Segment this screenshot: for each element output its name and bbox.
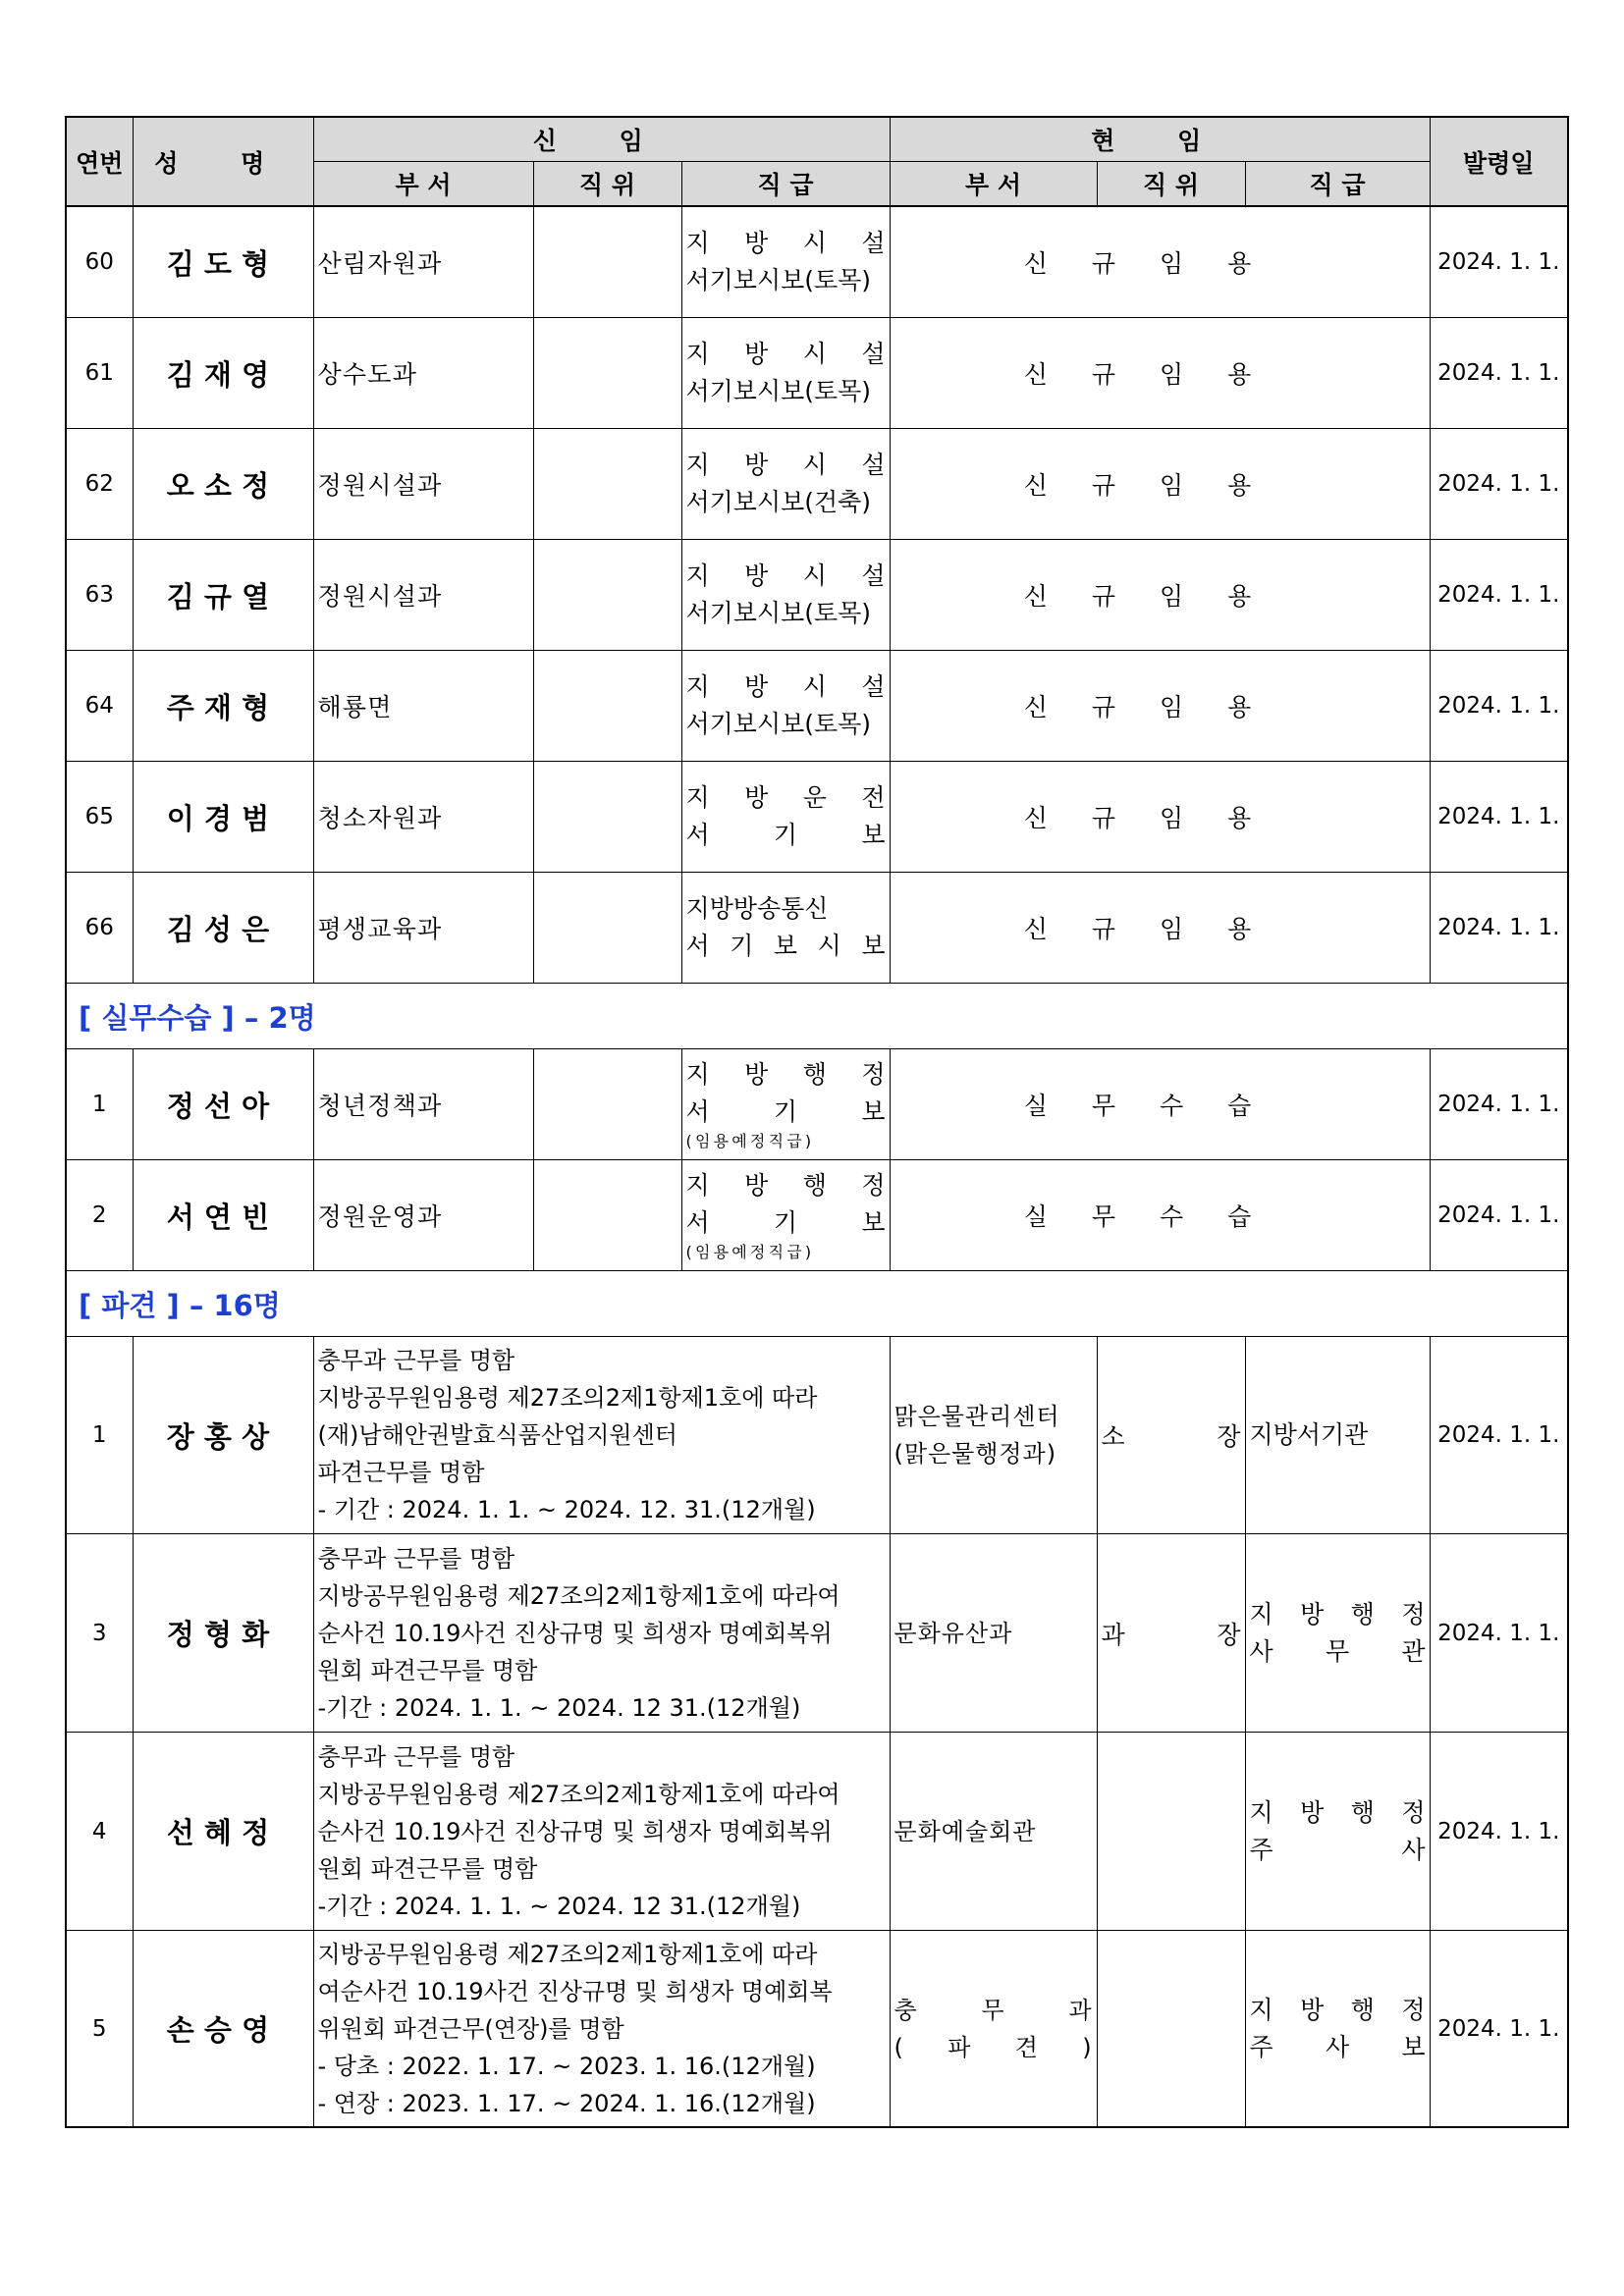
row-number: 5 [66, 1931, 133, 2128]
row-number: 4 [66, 1733, 133, 1931]
person-name: 주재형 [133, 651, 313, 762]
text-line: 서기보시보(건축) [685, 488, 872, 516]
person-name: 서연빈 [133, 1160, 313, 1271]
header-current-group: 현 임 [890, 117, 1430, 162]
text-line: 지방방송통신 [685, 894, 829, 923]
new-grade [681, 651, 890, 762]
new-position [533, 540, 681, 651]
text-line: 파견근무를 명함 [317, 1459, 485, 1486]
personnel-document [65, 116, 1567, 2128]
text-line: 지 방 시 설 [685, 561, 886, 590]
text-line: 지 방 행 정 [1249, 1995, 1426, 2024]
text-line: 지 방 시 설 [685, 451, 886, 479]
text-line: 지 방 시 설 [685, 340, 886, 368]
new-grade [681, 1049, 890, 1160]
new-dept: 산림자원과 [313, 206, 533, 318]
text-line: 지 방 행 정 [685, 1171, 886, 1200]
text-line: 서 기 보 [685, 821, 886, 849]
current-position [1097, 1733, 1245, 1931]
section-header-row [66, 1271, 1568, 1337]
text-line: 지 방 행 정 [1249, 1599, 1426, 1629]
text-line: 지 방 행 정 [685, 1060, 886, 1089]
text-line: 여순사건 10.19사건 진상규명 및 희생자 명예회복 [317, 1977, 833, 2005]
table-row [66, 1534, 1568, 1733]
new-grade [681, 762, 890, 873]
current-grade [1245, 1337, 1430, 1534]
text-line: (임용예정직급) [685, 1132, 815, 1150]
new-grade [681, 318, 890, 429]
new-grade [681, 429, 890, 540]
header-name: 성 명 [133, 117, 313, 206]
text-line: -기간 : 2024. 1. 1. ~ 2024. 12 31.(12개월) [317, 1693, 801, 1722]
new-dept: 평생교육과 [313, 873, 533, 984]
row-number: 65 [66, 762, 133, 873]
appointment-date: 2024. 1. 1. [1430, 651, 1568, 762]
row-number: 64 [66, 651, 133, 762]
new-dept: 정원시설과 [313, 429, 533, 540]
current-position: 소 장 [1097, 1337, 1245, 1534]
new-position [533, 429, 681, 540]
text-line: 위원회 파견근무(연장)를 명함 [317, 2014, 624, 2043]
new-dept: 정원시설과 [313, 540, 533, 651]
current-status: 신규임용 [890, 540, 1430, 651]
header-date: 발령일 [1430, 117, 1568, 206]
current-status: 신규임용 [890, 651, 1430, 762]
text-line: 지 방 시 설 [685, 672, 886, 701]
text-line: 사 무 관 [1249, 1636, 1426, 1666]
dispatch-description [313, 1534, 890, 1733]
text-line: 서기보시보(토목) [685, 599, 872, 627]
current-grade [1245, 1931, 1430, 2128]
table-row [66, 1931, 1568, 2128]
new-dept: 상수도과 [313, 318, 533, 429]
new-dept: 청소자원과 [313, 762, 533, 873]
current-status: 신규임용 [890, 206, 1430, 318]
current-dept [890, 1337, 1097, 1534]
row-number: 62 [66, 429, 133, 540]
appointment-date: 2024. 1. 1. [1430, 1733, 1568, 1931]
text-line: 문화유산과 [893, 1619, 1013, 1647]
new-grade [681, 206, 890, 318]
text-line: 원회 파견근무를 명함 [317, 1854, 538, 1883]
text-line: (재)남해안권발효식품산업지원센터 [317, 1421, 677, 1449]
header-new-position: 직 위 [533, 162, 681, 207]
current-dept [890, 1931, 1097, 2128]
new-position [533, 873, 681, 984]
appointment-date: 2024. 1. 1. [1430, 873, 1568, 984]
current-position: 과 장 [1097, 1534, 1245, 1733]
person-name: 손승영 [133, 1931, 313, 2128]
current-dept [890, 1534, 1097, 1733]
row-number: 1 [66, 1049, 133, 1160]
text-line: 서 기 보 [685, 1097, 886, 1126]
text-line: (임용예정직급) [685, 1243, 815, 1261]
dispatch-description [313, 1337, 890, 1534]
text-line: - 기간 : 2024. 1. 1. ~ 2024. 12. 31.(12개월) [317, 1496, 816, 1523]
appointment-date: 2024. 1. 1. [1430, 1049, 1568, 1160]
section-title-practice: [ 실무수습 ] – 2명 [66, 984, 1568, 1049]
text-line: 서 기 보 [685, 1208, 886, 1237]
table-row [66, 206, 1568, 318]
new-position [533, 1160, 681, 1271]
new-position [533, 1049, 681, 1160]
table-row [66, 1337, 1568, 1534]
text-line: 지방서기관 [1249, 1420, 1369, 1449]
text-line: 주 사 보 [1249, 2032, 1426, 2061]
text-line: 충무과 근무를 명함 [317, 1742, 515, 1771]
current-grade [1245, 1534, 1430, 1733]
table-row [66, 429, 1568, 540]
new-position [533, 206, 681, 318]
new-grade [681, 873, 890, 984]
appointment-date: 2024. 1. 1. [1430, 1160, 1568, 1271]
header-current-dept: 부 서 [890, 162, 1097, 207]
table-row [66, 1049, 1568, 1160]
table-row [66, 318, 1568, 429]
text-line: 지방공무원임용령 제27조의2제1항제1호에 따라 [317, 1940, 818, 1968]
table-row [66, 651, 1568, 762]
person-name: 김재영 [133, 318, 313, 429]
person-name: 김성은 [133, 873, 313, 984]
text-line: 지 방 운 전 [685, 783, 886, 812]
text-line: 서 기 보 시 보 [685, 932, 886, 960]
appointment-date: 2024. 1. 1. [1430, 1931, 1568, 2128]
header-current-grade: 직 급 [1245, 162, 1430, 207]
person-name: 이경범 [133, 762, 313, 873]
row-number: 61 [66, 318, 133, 429]
text-line: 순사건 10.19사건 진상규명 및 희생자 명예회복위 [317, 1619, 833, 1647]
text-line: ( 파 견 ) [893, 2033, 1093, 2061]
current-position [1097, 1931, 1245, 2128]
new-dept: 청년정책과 [313, 1049, 533, 1160]
header-new-dept: 부 서 [313, 162, 533, 207]
current-status: 실무수습 [890, 1160, 1430, 1271]
new-dept: 해룡면 [313, 651, 533, 762]
text-line: 서기보시보(토목) [685, 710, 872, 738]
text-line: 맑은물관리센터 [893, 1403, 1060, 1430]
current-status: 신규임용 [890, 873, 1430, 984]
table-row [66, 540, 1568, 651]
table-row [66, 1160, 1568, 1271]
header-new-grade: 직 급 [681, 162, 890, 207]
text-line: 충무과 근무를 명함 [317, 1544, 515, 1573]
appointment-date: 2024. 1. 1. [1430, 540, 1568, 651]
person-name: 김도형 [133, 206, 313, 318]
text-line: 지방공무원임용령 제27조의2제1항제1호에 따라 [317, 1384, 818, 1412]
row-number: 66 [66, 873, 133, 984]
header-new-group: 신 임 [313, 117, 890, 162]
text-line: 지방공무원임용령 제27조의2제1항제1호에 따라여 [317, 1780, 840, 1808]
header-no: 연번 [66, 117, 133, 206]
row-number: 1 [66, 1337, 133, 1534]
text-line: -기간 : 2024. 1. 1. ~ 2024. 12 31.(12개월) [317, 1892, 801, 1920]
row-number: 2 [66, 1160, 133, 1271]
current-status: 실무수습 [890, 1049, 1430, 1160]
text-line: 충 무 과 [893, 1996, 1093, 2024]
table-row [66, 762, 1568, 873]
new-grade [681, 540, 890, 651]
row-number: 63 [66, 540, 133, 651]
table-row [66, 873, 1568, 984]
person-name: 오소정 [133, 429, 313, 540]
new-position [533, 762, 681, 873]
text-line: (맑은물행정과) [893, 1440, 1057, 1468]
personnel-table [65, 116, 1569, 2128]
appointment-date: 2024. 1. 1. [1430, 762, 1568, 873]
text-line: 원회 파견근무를 명함 [317, 1656, 538, 1684]
text-line: - 연장 : 2023. 1. 17. ~ 2024. 1. 16.(12개월) [317, 2089, 816, 2117]
person-name: 정선아 [133, 1049, 313, 1160]
current-status: 신규임용 [890, 762, 1430, 873]
person-name: 정형화 [133, 1534, 313, 1733]
dispatch-description [313, 1733, 890, 1931]
row-number: 3 [66, 1534, 133, 1733]
text-line: 순사건 10.19사건 진상규명 및 희생자 명예회복위 [317, 1817, 833, 1845]
appointment-date: 2024. 1. 1. [1430, 1534, 1568, 1733]
appointment-date: 2024. 1. 1. [1430, 429, 1568, 540]
text-line: 문화예술회관 [893, 1817, 1037, 1845]
text-line: - 당초 : 2022. 1. 17. ~ 2023. 1. 16.(12개월) [317, 2052, 816, 2080]
person-name: 선혜정 [133, 1733, 313, 1931]
new-position [533, 318, 681, 429]
text-line: 충무과 근무를 명함 [317, 1347, 515, 1374]
current-status: 신규임용 [890, 318, 1430, 429]
text-line: 서기보시보(토목) [685, 266, 872, 294]
text-line: 지 방 시 설 [685, 229, 886, 257]
text-line: 지방공무원임용령 제27조의2제1항제1호에 따라여 [317, 1581, 840, 1610]
new-position [533, 651, 681, 762]
appointment-date: 2024. 1. 1. [1430, 1337, 1568, 1534]
person-name: 김규열 [133, 540, 313, 651]
appointment-date: 2024. 1. 1. [1430, 206, 1568, 318]
row-number: 60 [66, 206, 133, 318]
section-header-row [66, 984, 1568, 1049]
header-current-position: 직 위 [1097, 162, 1245, 207]
new-grade [681, 1160, 890, 1271]
new-dept: 정원운영과 [313, 1160, 533, 1271]
dispatch-description [313, 1931, 890, 2128]
text-line: 서기보시보(토목) [685, 377, 872, 405]
text-line: 주 사 [1249, 1835, 1426, 1864]
current-grade [1245, 1733, 1430, 1931]
table-row [66, 1733, 1568, 1931]
current-dept [890, 1733, 1097, 1931]
text-line: 지 방 행 정 [1249, 1797, 1426, 1827]
section-title-dispatch: [ 파견 ] – 16명 [66, 1271, 1568, 1337]
person-name: 장홍상 [133, 1337, 313, 1534]
current-status: 신규임용 [890, 429, 1430, 540]
appointment-date: 2024. 1. 1. [1430, 318, 1568, 429]
